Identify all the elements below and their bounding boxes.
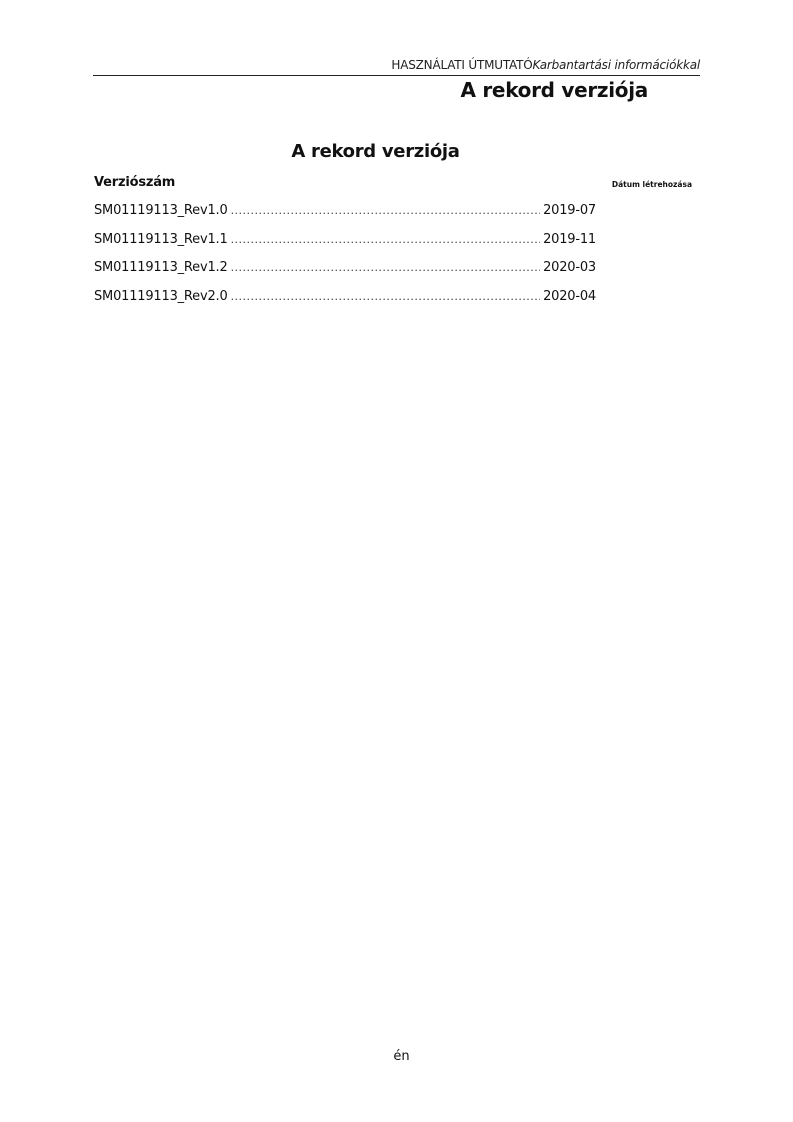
- dot-leader: [231, 261, 541, 274]
- section-title: A rekord verziója: [291, 141, 460, 162]
- version-date: 2019-07: [543, 203, 596, 218]
- version-row: [94, 232, 596, 261]
- running-title: A rekord verziója: [460, 78, 648, 102]
- version-number: SM01119113_Rev1.0: [94, 203, 228, 218]
- version-row: [94, 203, 596, 232]
- running-header: [93, 58, 700, 72]
- version-row: [94, 289, 596, 318]
- header-divider: [93, 75, 700, 76]
- version-date: 2020-04: [543, 288, 596, 304]
- version-date: 2020-03: [543, 260, 596, 275]
- version-number: SM01119113_Rev1.2: [94, 260, 228, 275]
- dot-leader: [231, 204, 541, 217]
- column-header-version: Verziószám: [94, 175, 176, 190]
- version-row: [94, 260, 596, 289]
- dot-leader: [231, 233, 541, 246]
- version-date: 2019-11: [543, 231, 596, 247]
- version-number: SM01119113_Rev1.1: [94, 231, 228, 247]
- version-list: [94, 203, 596, 317]
- header-doc-type: HASZNÁLATI ÚTMUTATÓ: [391, 58, 533, 72]
- page-footer-label: én: [393, 1049, 410, 1064]
- dot-leader: [231, 290, 541, 303]
- column-header-date: Dátum létrehozása: [611, 180, 692, 189]
- version-number: SM01119113_Rev2.0: [94, 288, 228, 304]
- header-doc-subtitle: Karbantartási információkkal: [532, 58, 700, 72]
